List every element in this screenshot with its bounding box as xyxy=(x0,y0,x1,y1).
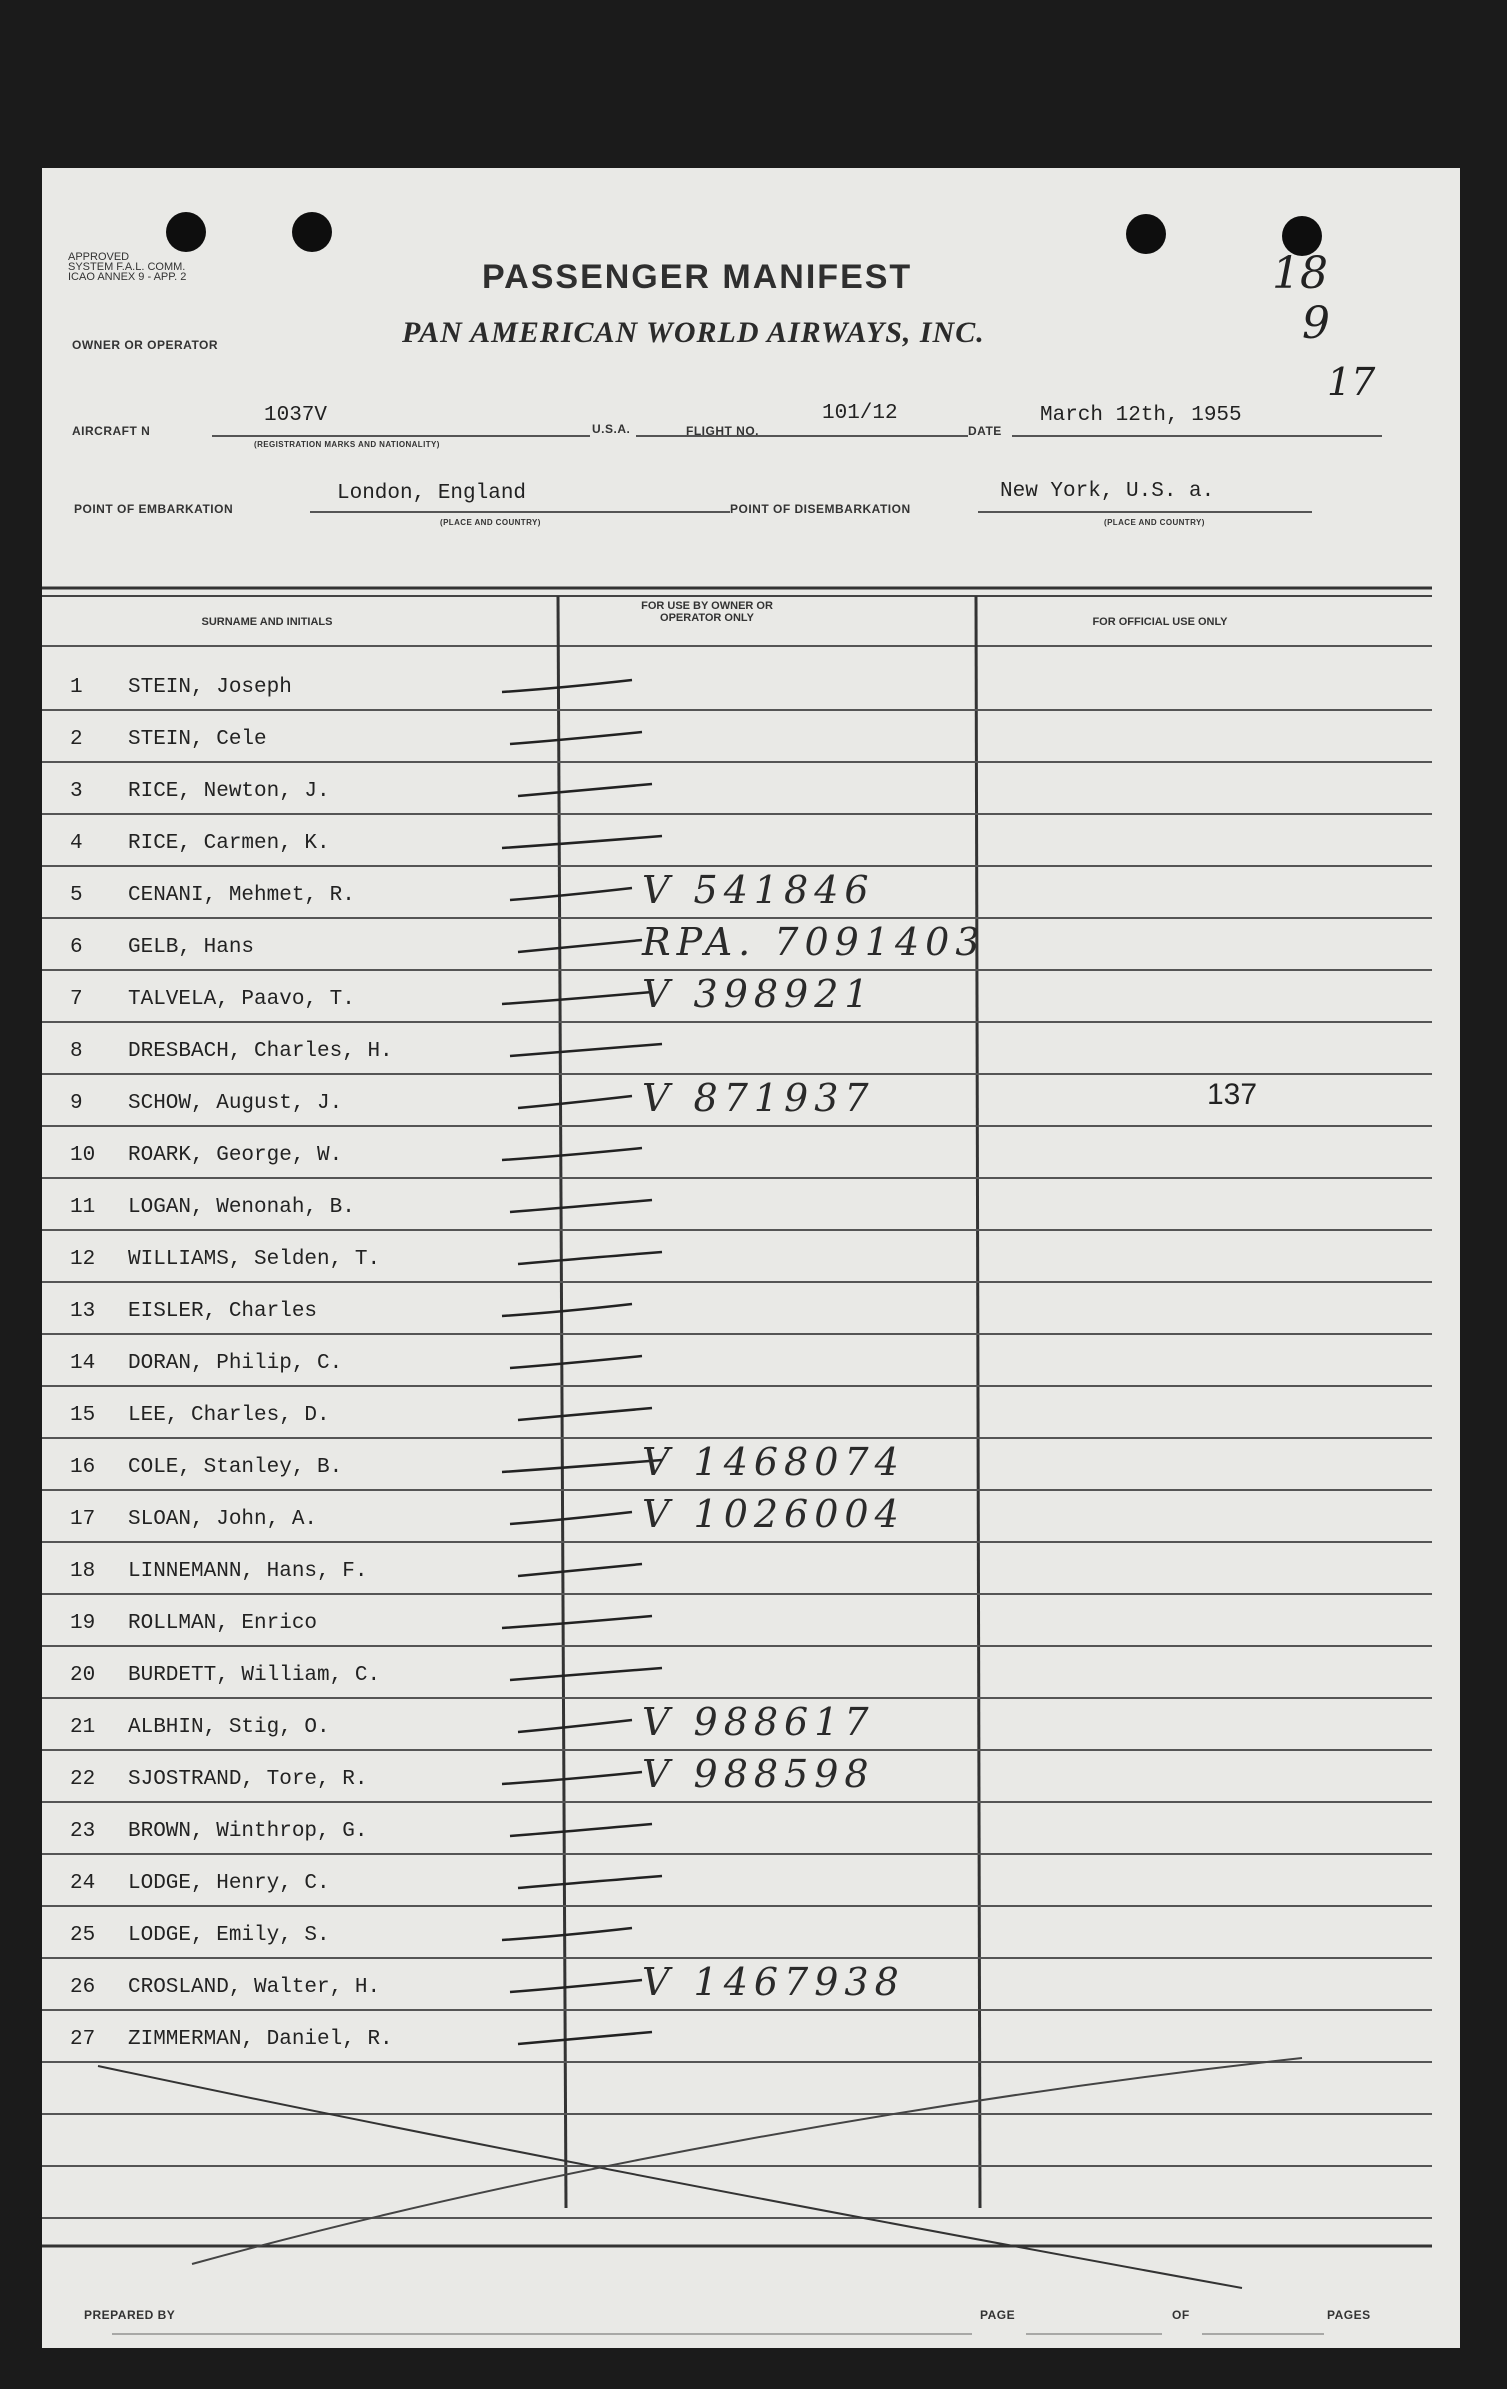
check-mark xyxy=(502,1928,632,1940)
date-label: DATE xyxy=(968,424,1002,438)
page-mark: 17 xyxy=(1327,360,1376,404)
check-mark xyxy=(510,1980,642,1992)
of-label: OF xyxy=(1172,2308,1190,2322)
aircraft-value: 1037V xyxy=(264,404,328,427)
passenger-name: STEIN, Cele xyxy=(128,728,267,751)
visa-number: V 988598 xyxy=(642,1752,875,1796)
check-mark xyxy=(510,732,642,744)
passenger-name: LEE, Charles, D. xyxy=(128,1404,330,1427)
visa-number: V 1468074 xyxy=(642,1440,905,1484)
check-mark xyxy=(502,1460,662,1472)
passenger-name: LOGAN, Wenonah, B. xyxy=(128,1196,355,1219)
row-number: 24 xyxy=(70,1872,96,1895)
official-stamp: 137 xyxy=(1207,1078,1258,1111)
check-mark xyxy=(518,1564,642,1576)
row-number: 6 xyxy=(70,936,83,959)
disembarkation-label: POINT OF DISEMBARKATION xyxy=(730,502,911,516)
visa-number: V 871937 xyxy=(642,1076,875,1120)
row-number: 5 xyxy=(70,884,83,907)
manifest-sheet xyxy=(42,168,1460,2348)
embarkation-caption: (PLACE AND COUNTRY) xyxy=(440,518,541,527)
row-number: 10 xyxy=(70,1144,96,1167)
embarkation-value: London, England xyxy=(337,482,527,505)
visa-number: RPA. 7091403 xyxy=(642,920,986,964)
passenger-name: BROWN, Winthrop, G. xyxy=(128,1820,368,1843)
row-number: 16 xyxy=(70,1456,96,1479)
row-number: 21 xyxy=(70,1716,96,1739)
row-number: 2 xyxy=(70,728,83,751)
passenger-name: DORAN, Philip, C. xyxy=(128,1352,343,1375)
passenger-name: ZIMMERMAN, Daniel, R. xyxy=(128,2028,393,2051)
date-value: March 12th, 1955 xyxy=(1040,404,1242,427)
approval-note: APPROVED SYSTEM F.A.L. COMM. ICAO ANNEX 9 - APP. 2 xyxy=(68,251,187,283)
passenger-name: COLE, Stanley, B. xyxy=(128,1456,343,1479)
row-number: 12 xyxy=(70,1248,96,1271)
owner-label: OWNER OR OPERATOR xyxy=(72,338,219,352)
check-mark xyxy=(518,1720,632,1732)
disembarkation-value: New York, U.S. a. xyxy=(1000,480,1215,503)
passenger-name: LODGE, Emily, S. xyxy=(128,1924,330,1947)
passenger-name: ALBHIN, Stig, O. xyxy=(128,1716,330,1739)
aircraft-label: AIRCRAFT N xyxy=(72,424,151,438)
row-number: 1 xyxy=(70,676,83,699)
passenger-name: LODGE, Henry, C. xyxy=(128,1872,330,1895)
column-header-owner: FOR USE BY OWNER OR OPERATOR ONLY xyxy=(641,600,773,624)
passenger-name: CENANI, Mehmet, R. xyxy=(128,884,355,907)
flight-label: FLIGHT NO. xyxy=(686,424,759,438)
passenger-name: SJOSTRAND, Tore, R. xyxy=(128,1768,368,1791)
row-number: 7 xyxy=(70,988,83,1011)
company-name: PAN AMERICAN WORLD AIRWAYS, INC. xyxy=(402,316,985,349)
visa-number: V 1467938 xyxy=(642,1960,905,2004)
check-mark xyxy=(510,1512,632,1524)
form-lines xyxy=(42,168,1460,2348)
passenger-name: TALVELA, Paavo, T. xyxy=(128,988,355,1011)
check-mark xyxy=(518,1876,662,1888)
passenger-name: GELB, Hans xyxy=(128,936,255,959)
check-mark xyxy=(510,888,632,900)
prepared-by-label: PREPARED BY xyxy=(84,2308,176,2322)
column-header-surname: SURNAME AND INITIALS xyxy=(201,616,333,628)
check-mark xyxy=(518,784,652,796)
row-number: 20 xyxy=(70,1664,96,1687)
row-number: 25 xyxy=(70,1924,96,1947)
column-header-official: FOR OFFICIAL USE ONLY xyxy=(1092,616,1228,628)
row-number: 19 xyxy=(70,1612,96,1635)
check-mark xyxy=(502,1772,642,1784)
row-number: 9 xyxy=(70,1092,83,1115)
passenger-name: SCHOW, August, J. xyxy=(128,1092,343,1115)
passenger-name: ROARK, George, W. xyxy=(128,1144,343,1167)
check-mark xyxy=(502,1304,632,1316)
check-mark xyxy=(510,1356,642,1368)
passenger-name: STEIN, Joseph xyxy=(128,676,292,699)
visa-number: V 398921 xyxy=(642,972,875,1016)
check-mark xyxy=(502,1148,642,1160)
visa-number: V 988617 xyxy=(642,1700,875,1744)
check-mark xyxy=(510,1824,652,1836)
passenger-name: EISLER, Charles xyxy=(128,1300,318,1323)
passenger-name: LINNEMANN, Hans, F. xyxy=(128,1560,368,1583)
row-number: 13 xyxy=(70,1300,96,1323)
visa-number: V 541846 xyxy=(642,868,875,912)
check-mark xyxy=(518,2032,652,2044)
embarkation-label: POINT OF EMBARKATION xyxy=(74,502,234,516)
row-number: 23 xyxy=(70,1820,96,1843)
registration-caption: (REGISTRATION MARKS AND NATIONALITY) xyxy=(254,440,440,449)
disembarkation-caption: (PLACE AND COUNTRY) xyxy=(1104,518,1205,527)
row-number: 18 xyxy=(70,1560,96,1583)
passenger-name: DRESBACH, Charles, H. xyxy=(128,1040,393,1063)
row-number: 27 xyxy=(70,2028,96,2051)
row-number: 4 xyxy=(70,832,83,855)
passenger-name: CROSLAND, Walter, H. xyxy=(128,1976,381,1999)
check-mark xyxy=(502,836,662,848)
check-mark xyxy=(510,1044,662,1056)
passenger-name: ROLLMAN, Enrico xyxy=(128,1612,318,1635)
row-number: 26 xyxy=(70,1976,96,1999)
page-label: PAGE xyxy=(980,2308,1016,2322)
row-number: 8 xyxy=(70,1040,83,1063)
row-number: 22 xyxy=(70,1768,96,1791)
passenger-name: SLOAN, John, A. xyxy=(128,1508,318,1531)
pages-label: PAGES xyxy=(1327,2308,1371,2322)
check-mark xyxy=(502,992,652,1004)
flight-value: 101/12 xyxy=(822,402,898,425)
row-number: 15 xyxy=(70,1404,96,1427)
row-number: 3 xyxy=(70,780,83,803)
check-mark xyxy=(518,1408,652,1420)
passenger-name: BURDETT, William, C. xyxy=(128,1664,381,1687)
page-title: PASSENGER MANIFEST xyxy=(482,258,913,296)
page-mark: 18 xyxy=(1272,248,1328,299)
passenger-name: RICE, Newton, J. xyxy=(128,780,330,803)
check-mark xyxy=(502,1616,652,1628)
check-mark xyxy=(518,940,642,952)
check-mark xyxy=(510,1668,662,1680)
row-number: 17 xyxy=(70,1508,96,1531)
passenger-name: WILLIAMS, Selden, T. xyxy=(128,1248,381,1271)
check-mark xyxy=(518,1096,632,1108)
check-mark xyxy=(518,1252,662,1264)
usa-label: U.S.A. xyxy=(592,422,631,436)
row-number: 11 xyxy=(70,1196,96,1219)
check-mark xyxy=(502,680,632,692)
visa-number: V 1026004 xyxy=(642,1492,905,1536)
row-number: 14 xyxy=(70,1352,96,1375)
page-mark: 9 xyxy=(1302,298,1330,349)
passenger-name: RICE, Carmen, K. xyxy=(128,832,330,855)
check-mark xyxy=(510,1200,652,1212)
